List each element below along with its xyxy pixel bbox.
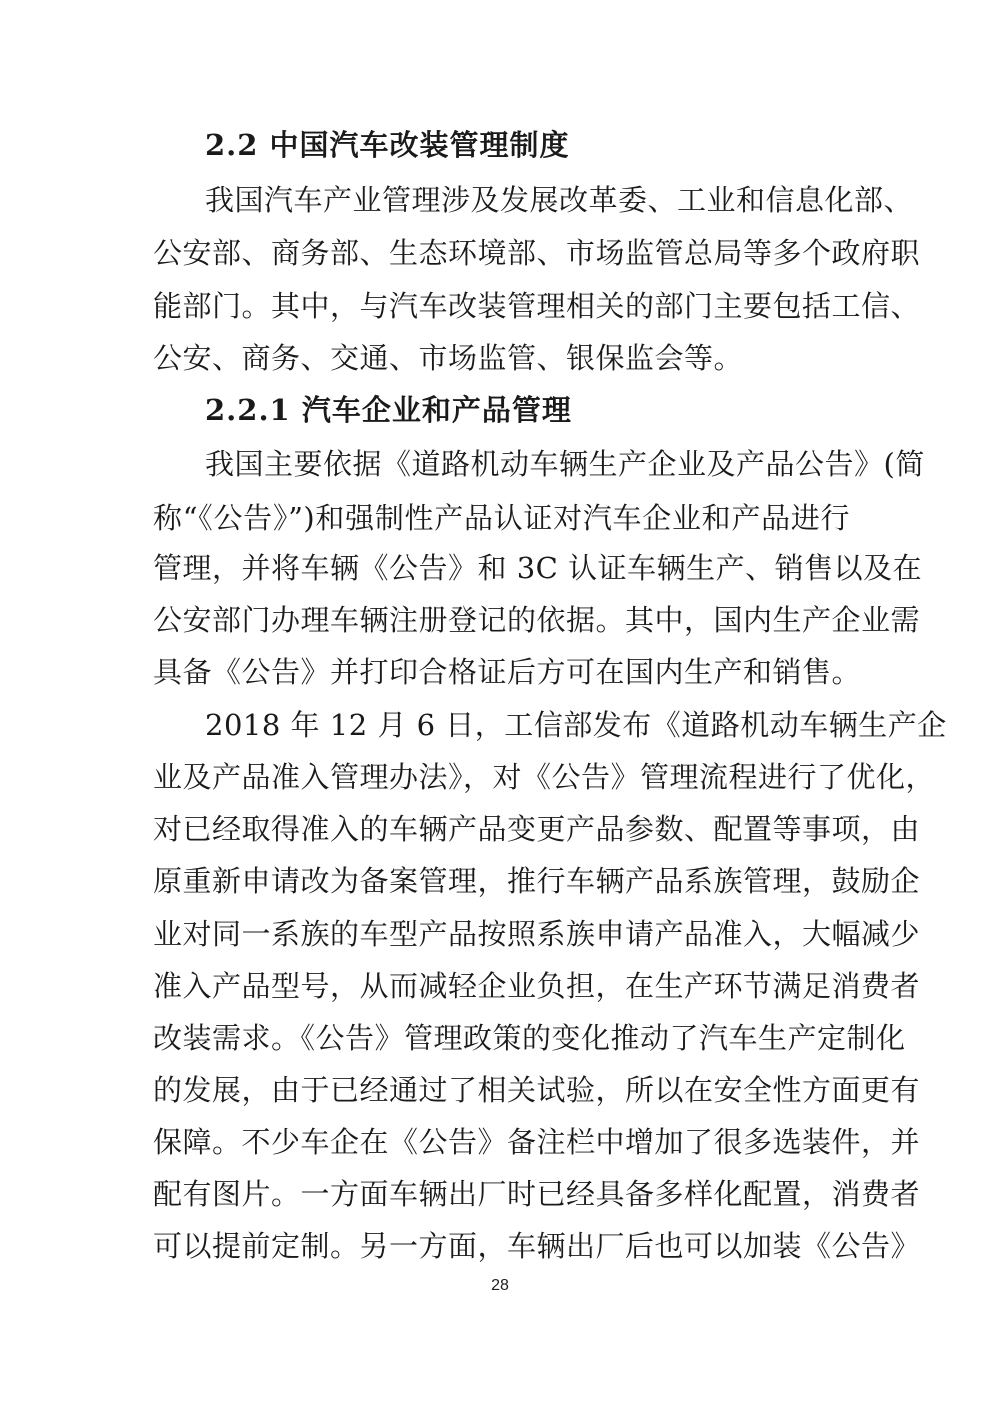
- paragraph-line: 准入产品型号，从而减轻企业负担，在生产环节满足消费者: [153, 969, 921, 1003]
- paragraph-line: 2018 年 12 月 6 日，工信部发布《道路机动车辆生产企: [205, 708, 947, 742]
- paragraph-line: 公安部门办理车辆注册登记的依据。其中，国内生产企业需: [153, 603, 921, 637]
- paragraph-line: 保障。不少车企在《公告》备注栏中增加了很多选装件，并: [153, 1125, 921, 1159]
- paragraph-line: 具备《公告》并打印合格证后方可在国内生产和销售。: [153, 655, 862, 689]
- paragraph-line: 管理，并将车辆《公告》和 3C 认证车辆生产、销售以及在: [153, 551, 923, 585]
- paragraph-line: 原重新申请改为备案管理，推行车辆产品系族管理，鼓励企: [153, 864, 921, 898]
- paragraph-line: 业及产品准入管理办法》，对《公告》管理流程进行了优化，: [153, 760, 936, 794]
- paragraph-line: 我国汽车产业管理涉及发展改革委、工业和信息化部、: [205, 183, 914, 217]
- paragraph-line: 公安部、商务部、生态环境部、市场监管总局等多个政府职: [153, 236, 921, 270]
- paragraph-line: 我国主要依据《道路机动车辆生产企业及产品公告》(简: [205, 447, 925, 481]
- subsection-heading: 2.2.1 汽车企业和产品管理: [205, 393, 572, 427]
- page-number: 28: [491, 1277, 509, 1294]
- section-heading: 2.2 中国汽车改装管理制度: [205, 128, 570, 162]
- paragraph-line: 改装需求。《公告》管理政策的变化推动了汽车生产定制化: [153, 1021, 906, 1055]
- paragraph-line: 称“《公告》”)和强制性产品认证对汽车企业和产品进行: [153, 501, 850, 535]
- paragraph-line: 能部门。其中，与汽车改装管理相关的部门主要包括工信、: [153, 289, 921, 323]
- paragraph-line: 可以提前定制。另一方面，车辆出厂后也可以加装《公告》: [153, 1229, 921, 1263]
- paragraph-line: 对已经取得准入的车辆产品变更产品参数、配置等事项，由: [153, 812, 921, 846]
- paragraph-line: 业对同一系族的车型产品按照系族申请产品准入，大幅减少: [153, 917, 921, 951]
- paragraph-line: 的发展，由于已经通过了相关试验，所以在安全性方面更有: [153, 1073, 921, 1107]
- paragraph-line: 公安、商务、交通、市场监管、银保监会等。: [153, 341, 744, 375]
- paragraph-line: 配有图片。一方面车辆出厂时已经具备多样化配置，消费者: [153, 1177, 921, 1211]
